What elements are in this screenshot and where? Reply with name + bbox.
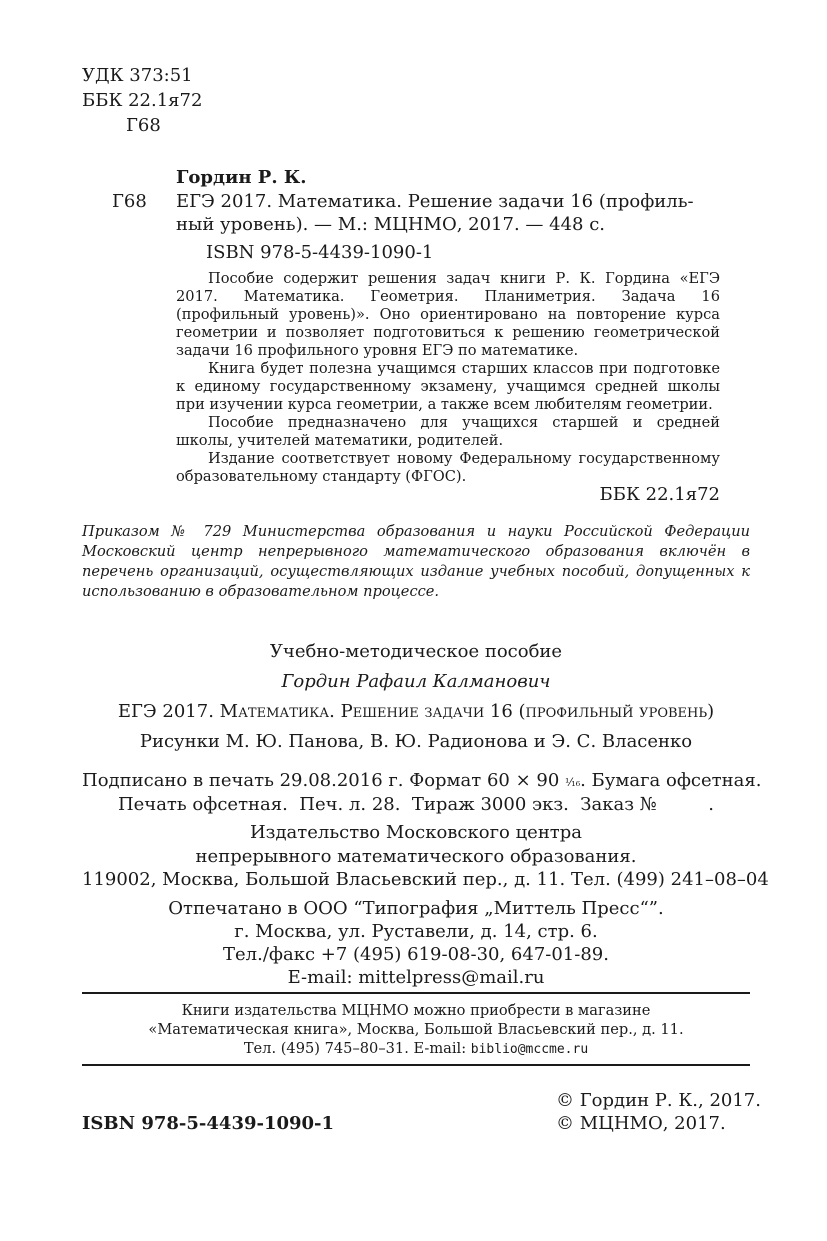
udk-code: УДК 373:51: [82, 65, 193, 86]
shop-line3: [82, 1040, 750, 1059]
imprint-genre: Учебно-методическое пособие: [269, 641, 563, 662]
bbk-code: ББК 22.1я72: [82, 90, 203, 111]
copyright-publisher: © МЦНМО, 2017.: [556, 1113, 726, 1134]
printer-line2: г. Москва, ул. Руставели, д. 14, стр. 6.: [234, 921, 598, 942]
imprint-author: Гордин Рафаил Калманович: [281, 671, 551, 692]
print-details-line1: [82, 769, 762, 795]
footer-isbn: ISBN 978-5-4439-1090-1: [82, 1113, 335, 1134]
shop-line2: «Математическая книга», Москва, Большой Власьевский пер., д. 11.: [148, 1021, 684, 1038]
publisher-line1: Издательство Московского центра: [249, 822, 583, 843]
entry-bbk: ББК 22.1я72: [599, 484, 720, 505]
publisher-address: 119002, Москва, Большой Власьевский пер., д. 11. Тел. (499) 241–08–04: [82, 869, 769, 890]
imprint-illustrations: Рисунки М. Ю. Панова, В. Ю. Радионова и Э. С. Власенко: [139, 731, 693, 752]
print-details-line2: Печать офсетная. Печ. л. 28. Тираж 3000 экз. Заказ № .: [117, 794, 715, 815]
entry-author-sign: Г68: [112, 191, 147, 212]
publisher-line2: непрерывного математического образования.: [195, 846, 637, 867]
entry-title-line1: ЕГЭ 2017. Математика. Решение задачи 16 (профиль-: [176, 191, 694, 212]
shop-email: biblio@mccme.ru: [470, 1042, 589, 1057]
printer-email: E-mail: mittelpress@mail.ru: [287, 967, 545, 988]
shop-phone: Тел. (495) 745–80–31. E-mail:: [243, 1040, 471, 1057]
order-note: Приказом № 729 Министерства образования и науки Российской Федерации Московский центр непрерывного математического образования включён в перечень организаций, осуществляющих издание учебных пособий, допущенных к использованию в образовательном процессе.: [82, 523, 750, 600]
printer-line3: Тел./факс +7 (495) 619-08-30, 647-01-89.: [223, 944, 609, 965]
shop-line1: Книги издательства МЦНМО можно приобрести в магазине: [181, 1002, 651, 1019]
entry-isbn: ISBN 978-5-4439-1090-1: [206, 242, 434, 263]
bottom-rule: [82, 1064, 750, 1066]
entry-author: Гордин Р. К.: [176, 167, 307, 188]
entry-title-line2: ный уровень). — М.: МЦНМО, 2017. — 448 с.: [176, 214, 606, 235]
format-fraction: ¹⁄₁₆: [565, 776, 581, 789]
print-details-b: . Бумага офсетная.: [580, 770, 762, 791]
copyright-author: © Гордин Р. К., 2017.: [556, 1090, 761, 1111]
abstract-paragraph: Пособие содержит решения задач книги Р. К. Гордина «ЕГЭ 2017. Математика. Геометрия. Планиметрия. Задача 16 (профильный уровень)». Оно ориентировано на повторение курса геометрии и позволяет подготовиться к решению геометрической задачи 16 профильного уровня ЕГЭ по математике.: [176, 270, 720, 359]
abstract-paragraph: Издание соответствует новому Федеральному государственному образовательному стандарту (ФГОС).: [176, 450, 720, 485]
imprint-title: ЕГЭ 2017. Математика. Решение задачи 16 (профильный уровень): [117, 701, 715, 722]
print-details-a: Подписано в печать 29.08.2016 г. Формат 60 × 90: [82, 770, 566, 791]
abstract-paragraph: Книга будет полезна учащимся старших классов при подготовке к единому государственному экзамену, учащимся средней школы при изучении курса геометрии, а также всем любителям геометрии.: [176, 360, 720, 413]
top-rule: [82, 992, 750, 994]
abstract-paragraph: Пособие предназначено для учащихся старшей и средней школы, учителей математики, родителей.: [176, 414, 720, 449]
author-sign: Г68: [126, 115, 161, 136]
printer-line1: Отпечатано в ООО “Типография „Миттель Пресс“”.: [168, 898, 664, 919]
entry-abstract: [176, 270, 720, 486]
